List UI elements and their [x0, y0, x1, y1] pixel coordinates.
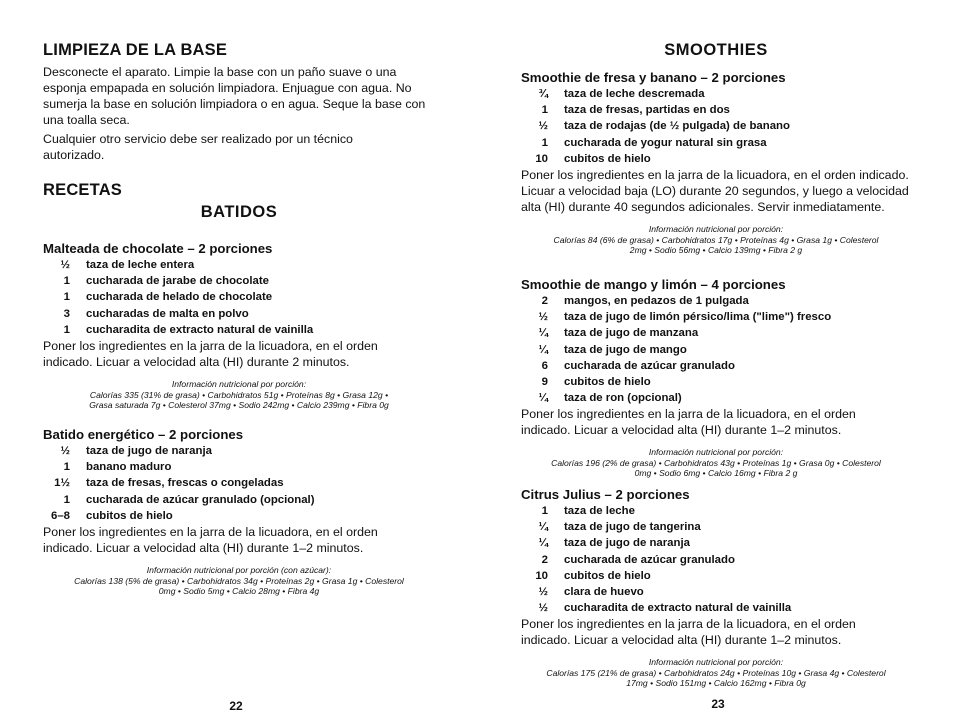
ingredient-qty: 6 — [541, 359, 548, 372]
ingredient-qty: ½ — [538, 120, 548, 133]
ingredient-list — [43, 257, 443, 338]
nutrition-heading: Información nutricional por porción (con azúcar): — [146, 565, 332, 576]
ingredient-qty: 1½ — [54, 477, 70, 490]
ingredient-text: taza de rodajas (de ½ pulgada) de banano — [564, 120, 790, 133]
ingredient-item — [521, 325, 911, 341]
page-number-left: 22 — [229, 699, 243, 713]
ingredient-item — [521, 358, 911, 374]
cleaning-paragraph-1: Desconecte el aparato. Limpie la base con un paño suave o una esponja empapada en solución limpiadora. Enjuague con agua. No sumerja la base en solución limpiadora o en agua. Seque la base con una toalla seca. — [43, 65, 426, 127]
ingredient-qty: 6–8 — [50, 509, 70, 522]
ingredient-text: cucharada de azúcar granulado (opcional) — [86, 493, 315, 506]
recipe-malteada — [43, 241, 443, 411]
recipe-instructions: Poner los ingredientes en la jarra de la licuadora, en el orden indicado. Licuar a velocidad alta (HI) durante 1–2 minutos. — [521, 617, 856, 648]
nutrition-line: Calorías 335 (31% de grasa) • Carbohidratos 51g • Proteínas 8g • Grasa 12g • — [89, 389, 389, 400]
ingredient-qty: 1 — [63, 493, 70, 506]
ingredient-list — [521, 293, 911, 406]
ingredient-item — [521, 135, 911, 151]
nutrition-heading: Información nutricional por porción: — [648, 447, 784, 458]
recipe-title: Smoothie de mango y limón – 4 porciones — [521, 277, 786, 292]
ingredient-qty: ¼ — [538, 392, 548, 405]
recipe-instructions: Poner los ingredientes en la jarra de la licuadora, en el orden indicado. Licuar a velocidad baja (LO) durante 20 segundos, y luego a velocidad alta (HI) durante 40 segundos adicionales. Servir inmediatamente. — [521, 168, 909, 215]
nutrition-line: Calorías 84 (6% de grasa) • Carbohidratos 17g • Proteínas 4g • Grasa 1g • Colesterol — [553, 234, 879, 245]
nutrition-info — [521, 224, 911, 256]
ingredient-qty: ¼ — [538, 343, 548, 356]
ingredient-item — [43, 492, 443, 508]
ingredient-qty: 1 — [541, 136, 548, 149]
recipe-title: Malteada de chocolate – 2 porciones — [43, 241, 273, 256]
ingredient-item — [43, 443, 443, 459]
ingredient-item — [43, 508, 443, 524]
ingredient-item — [43, 257, 443, 273]
nutrition-line: 2mg • Sodio 56mg • Calcio 139mg • Fibra 2 g — [629, 245, 803, 256]
ingredient-text: taza de jugo de mango — [564, 343, 687, 356]
nutrition-heading: Información nutricional por porción: — [648, 224, 784, 235]
ingredient-text: banano maduro — [86, 461, 172, 474]
nutrition-line: Calorías 196 (2% de grasa) • Carbohidratos 43g • Proteínas 1g • Grasa 0g • Colesterol — [551, 457, 881, 468]
recipe-instructions: Poner los ingredientes en la jarra de la licuadora, en el orden indicado. Licuar a velocidad alta (HI) durante 1–2 minutos. — [521, 407, 856, 438]
recipe-title: Citrus Julius – 2 porciones — [521, 487, 690, 502]
ingredient-text: taza de fresas, frescas o congeladas — [86, 477, 284, 490]
ingredient-item — [521, 118, 911, 134]
ingredient-qty: 2 — [541, 295, 548, 307]
ingredient-item — [43, 322, 443, 338]
recipe-fresa-banano — [521, 70, 911, 256]
ingredient-text: mangos, en pedazos de 1 pulgada — [564, 295, 749, 307]
page-left — [43, 0, 443, 726]
nutrition-heading: Información nutricional por porción: — [648, 657, 784, 668]
ingredient-text: cubitos de hielo — [86, 509, 173, 522]
ingredient-qty: 10 — [535, 152, 548, 165]
recipe-mango-limon — [521, 277, 911, 479]
ingredient-item — [521, 568, 911, 584]
ingredient-item — [43, 459, 443, 475]
ingredient-item — [43, 306, 443, 322]
nutrition-line: Grasa saturada 7g • Colesterol 37mg • Sodio 242mg • Calcio 239mg • Fibra 0g — [89, 400, 389, 411]
ingredient-item — [521, 86, 911, 102]
ingredient-text: cucharada de azúcar granulado — [564, 359, 735, 372]
ingredient-qty: 1 — [63, 275, 70, 288]
ingredient-text: cucharada de helado de chocolate — [86, 291, 273, 304]
ingredient-qty: 2 — [541, 553, 548, 566]
ingredient-qty: 10 — [535, 569, 548, 582]
nutrition-info — [43, 565, 435, 597]
ingredient-text: cubitos de hielo — [564, 569, 651, 582]
page-number-right: 23 — [711, 697, 725, 711]
ingredient-item — [521, 342, 911, 358]
nutrition-heading: Información nutricional por porción: — [171, 379, 307, 390]
recipe-title: Smoothie de fresa y banano – 2 porciones — [521, 70, 786, 85]
ingredient-text: cubitos de hielo — [564, 376, 651, 389]
nutrition-line: Calorías 138 (5% de grasa) • Carbohidratos 34g • Proteínas 2g • Grasa 1g • Colesterol — [74, 575, 404, 586]
page-right — [521, 0, 911, 726]
ingredient-qty: 3 — [63, 307, 70, 320]
ingredient-text: cucharadita de extracto natural de vainilla — [564, 602, 792, 615]
ingredient-item — [521, 309, 911, 325]
ingredient-item — [521, 552, 911, 568]
ingredient-text: taza de leche — [564, 505, 635, 517]
recipe-title: Batido energético – 2 porciones — [43, 427, 244, 442]
nutrition-line: 0mg • Sodio 6mg • Calcio 16mg • Fibra 2 g — [634, 468, 798, 479]
ingredient-qty: ¾ — [538, 88, 548, 100]
ingredient-item — [521, 503, 911, 519]
ingredient-item — [521, 519, 911, 535]
ingredient-text: taza de leche entera — [86, 259, 195, 271]
ingredient-qty: 9 — [541, 376, 548, 389]
recipe-citrus-julius — [521, 487, 911, 689]
ingredient-text: taza de jugo de naranja — [564, 537, 690, 550]
ingredient-list — [521, 503, 911, 616]
nutrition-line: 0mg • Sodio 5mg • Calcio 28mg • Fibra 4g — [158, 586, 320, 597]
ingredient-qty: ¼ — [538, 521, 548, 534]
ingredient-item — [43, 475, 443, 491]
ingredient-item — [521, 293, 911, 309]
ingredient-text: taza de leche descremada — [564, 88, 705, 100]
ingredient-text: taza de jugo de manzana — [564, 327, 699, 340]
recipe-instructions: Poner los ingredientes en la jarra de la licuadora, en el orden indicado. Licuar a velocidad alta (HI) durante 1–2 minutos. — [43, 525, 378, 556]
ingredient-text: cucharadita de extracto natural de vainilla — [86, 323, 314, 336]
ingredient-text: cucharada de azúcar granulado — [564, 553, 735, 566]
ingredient-text: taza de jugo de naranja — [86, 445, 212, 457]
batidos-title: BATIDOS — [200, 203, 278, 221]
ingredient-qty: ½ — [538, 311, 548, 324]
ingredient-text: taza de jugo de limón pérsico/lima ("lime") fresco — [564, 311, 832, 324]
ingredient-item — [521, 390, 911, 406]
ingredient-text: cucharada de yogur natural sin grasa — [564, 136, 767, 149]
ingredient-item — [521, 102, 911, 118]
nutrition-line: 17mg • Sodio 151mg • Calcio 162mg • Fibra 0g — [626, 678, 806, 689]
recipe-batido-energetico — [43, 427, 443, 597]
cleaning-paragraph-2: Cualquier otro servicio debe ser realizado por un técnico autorizado. — [43, 132, 353, 162]
ingredient-qty: ¼ — [538, 537, 548, 550]
ingredient-item — [521, 151, 911, 167]
ingredient-qty: ½ — [60, 445, 70, 457]
ingredient-qty: 1 — [541, 104, 548, 117]
ingredient-text: taza de jugo de tangerina — [564, 521, 701, 534]
ingredient-text: taza de ron (opcional) — [564, 392, 682, 405]
ingredient-text: cucharadas de malta en polvo — [86, 307, 249, 320]
ingredient-qty: 1 — [63, 323, 70, 336]
ingredient-text: clara de huevo — [564, 586, 644, 599]
ingredient-text: taza de fresas, partidas en dos — [564, 104, 730, 117]
ingredient-item — [521, 600, 911, 616]
nutrition-info — [521, 657, 911, 689]
ingredient-qty: 1 — [63, 461, 70, 474]
recipes-title: RECETAS — [43, 181, 123, 199]
ingredient-item — [43, 289, 443, 305]
ingredient-list — [43, 443, 443, 524]
ingredient-item — [521, 535, 911, 551]
ingredient-qty: ¼ — [538, 327, 548, 340]
ingredient-qty: 1 — [541, 505, 548, 517]
nutrition-info — [43, 379, 435, 411]
ingredient-item — [521, 584, 911, 600]
recipe-instructions: Poner los ingredientes en la jarra de la licuadora, en el orden indicado. Licuar a velocidad alta (HI) durante 2 minutos. — [43, 339, 378, 370]
ingredient-text: cubitos de hielo — [564, 152, 651, 165]
ingredient-qty: ½ — [538, 602, 548, 615]
ingredient-qty: 1 — [63, 291, 70, 304]
ingredient-item — [521, 374, 911, 390]
nutrition-line: Calorías 175 (21% de grasa) • Carbohidratos 24g • Proteínas 10g • Grasa 4g • Colesterol — [546, 667, 886, 678]
cleaning-title: LIMPIEZA DE LA BASE — [43, 41, 228, 59]
ingredient-text: cucharada de jarabe de chocolate — [86, 275, 269, 288]
ingredient-qty: ½ — [538, 586, 548, 599]
ingredient-item — [43, 273, 443, 289]
ingredient-list — [521, 86, 911, 167]
ingredient-qty: ½ — [60, 259, 70, 271]
nutrition-info — [521, 447, 911, 479]
smoothies-title: SMOOTHIES — [664, 41, 768, 59]
